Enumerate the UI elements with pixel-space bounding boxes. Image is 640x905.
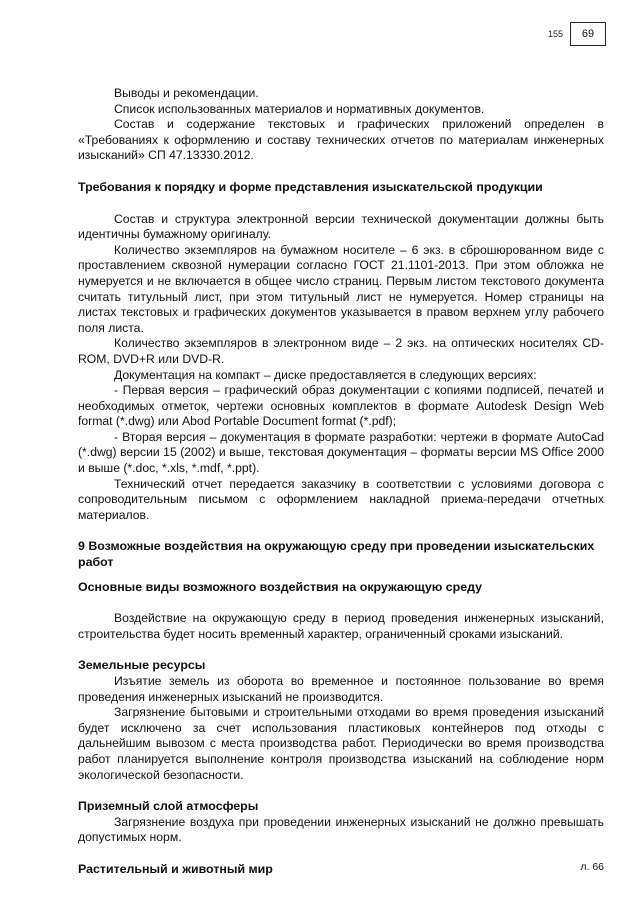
paragraph: Состав и структура электронной версии технической документации должны быть идентичны бумажному оригиналу.: [78, 211, 604, 242]
sheet-number: л. 66: [580, 861, 604, 873]
paragraph: Выводы и рекомендации.: [114, 86, 259, 100]
list-item: - Первая версия – графический образ документации с копиями подписей, печатей и необходимых отметок, чертежи основных комплектов в формате Autodesk Design Web format (*.dwg) или Abod Portable Document format (*.pdf);: [78, 383, 604, 429]
heading-flora-fauna: Растительный и животный мир: [78, 861, 273, 876]
paragraph: Состав и содержание текстовых и графических приложений определен в «Требованиях к оформлению и составу технических отчетов по материалам инженерных изысканий» СП 47.13330.2012.: [78, 117, 604, 163]
paragraph: Загрязнение бытовыми и строительными отходами во время проведения изысканий будет исключено за счет использования пластиковых контейнеров под отходы с дальнейшим вывозом с места производства работ. Периодически во время производства работ планируется выполнение контроля производства изысканий на соблюдение норм экологической безопасности.: [78, 705, 604, 782]
paragraph: Воздействие на окружающую среду в период проведения инженерных изысканий, строительства будет носить временный характер, ограниченный сроками изысканий.: [78, 611, 604, 641]
paragraph: Количество экземпляров на бумажном носителе – 6 экз. в сброшюрованном виде с проставлением сквозной нумерации согласно ГОСТ 21.1101-2013. При этом обложка не нумеруется и не включается в общее число страниц. Первым листом текстового документа считать титульный лист, при этом титульный лист не нумеруется. Номер страницы на листах текстовых и графических документов указывается в правом верхнем углу рабочего поля листа.: [78, 242, 604, 335]
section-page-number: 155: [547, 29, 563, 39]
paragraph: Загрязнение воздуха при проведении инженерных изысканий не должно превышать допустимых норм.: [78, 814, 604, 845]
page-number-box: 69: [570, 22, 606, 46]
heading-requirements: Требования к порядку и форме представления изыскательской продукции: [78, 179, 543, 194]
paragraph: Изъятие земель из оборота во временное и постоянное пользование во время проведения инженерных изысканий не производится.: [78, 674, 604, 704]
heading-main-impacts: Основные виды возможного воздействия на окружающую среду: [78, 579, 483, 594]
heading-land-resources: Земельные ресурсы: [78, 658, 206, 673]
paragraph: Документация на компакт – диске предоставляется в следующих версиях:: [114, 367, 537, 382]
paragraph: Список использованных материалов и нормативных документов.: [114, 101, 485, 116]
paragraph: Технический отчет передается заказчику в соответствии с условиями договора с сопроводительным письмом с оформлением накладной приема-передачи отчетных материалов.: [78, 476, 604, 522]
paragraph: Количество экземпляров в электронном виде – 2 экз. на оптических носителях CD-ROM, DVD+R или DVD-R.: [78, 336, 604, 366]
page-content: [78, 86, 604, 878]
heading-atmosphere: Приземный слой атмосферы: [78, 799, 259, 814]
list-item: - Вторая версия – документация в формате разработки: чертежи в формате AutoCad (*.dwg) версии 15 (2002) и выше, текстовая документация – форматы версии MS Office 2000 и выше (*.doc, *.xls, *.mdf, *.ppt).: [78, 429, 604, 476]
section-9-heading: 9 Возможные воздействия на окружающую среду при проведении изыскательских работ: [78, 539, 595, 570]
page-header: [548, 22, 606, 46]
